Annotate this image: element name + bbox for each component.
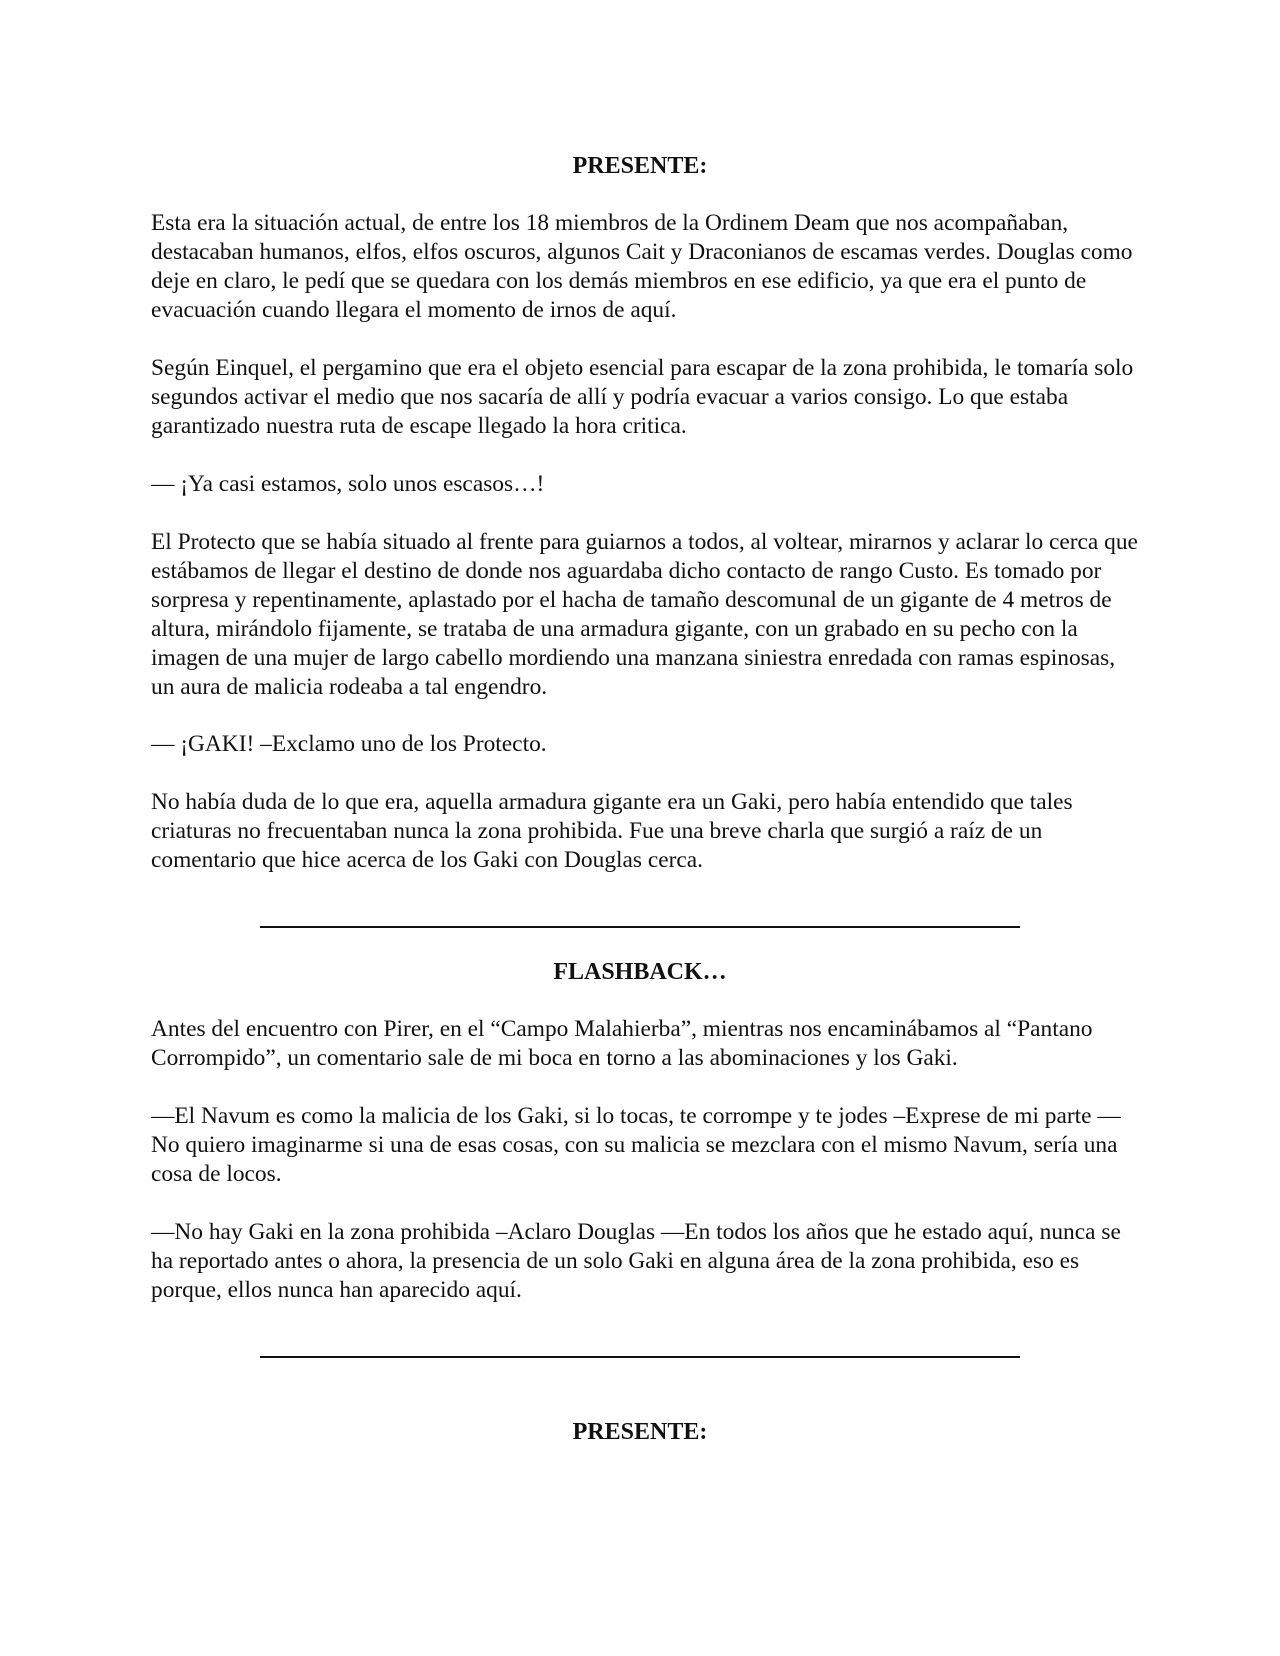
section-heading-flashback — [0, 958, 1280, 987]
section-heading-presente — [0, 1418, 1280, 1447]
section-heading-presente — [0, 152, 1280, 181]
paragraph-dialogue-gaki: — ¡GAKI! –Exclamo uno de los Protecto. — [151, 731, 547, 757]
paragraph-protecto-aplastado: El Protecto que se había situado al frente para guiarnos a todos, al voltear, mirarnos y aclarar lo cerca que estábamos de llegar el destino de donde nos aguardaba dicho contacto de rango Custo. Es tomado por sorpresa y repentinamente, aplastado por el hacha de tamaño descomunal de un gigante de 4 metros de altura, mirándolo fijamente, se trataba de una armadura gigante, con un grabado en su pecho con la imagen de una mujer de largo cabello mordiendo una manzana siniestra enredada con ramas espinosas, un aura de malicia rodeaba a tal engendro. — [151, 529, 1138, 700]
section-heading-suffix: : — [699, 1419, 708, 1445]
section-divider — [260, 926, 1020, 928]
section-heading-label: FLASHBACK — [553, 959, 703, 985]
paragraph-situacion-actual: Esta era la situación actual, de entre los 18 miembros de la Ordinem Deam que nos acompañaban, destacaban humanos, elfos, elfos oscuros, algunos Cait y Draconianos de escamas verdes. Douglas como deje en claro, le pedí que se quedara con los demás miembros en ese edificio, ya que era el punto de evacuación cuando llegara el momento de irnos de aquí. — [151, 210, 1133, 323]
paragraph-dialogue-douglas: —No hay Gaki en la zona prohibida –Aclaro Douglas —En todos los años que he estado aquí, nunca se ha reportado antes o ahora, la presencia de un solo Gaki en alguna área de la zona prohibida, eso es porque, ellos nunca han aparecido aquí. — [151, 1219, 1121, 1303]
paragraph-gaki-duda: No había duda de lo que era, aquella armadura gigante era un Gaki, pero había entendido que tales criaturas no frecuentaban nunca la zona prohibida. Fue una breve charla que surgió a raíz de un comentario que hice acerca de los Gaki con Douglas cerca. — [151, 789, 1073, 873]
paragraph-dialogue-ya-casi: — ¡Ya casi estamos, solo unos escasos…! — [151, 471, 545, 497]
paragraph-pergamino: Según Einquel, el pergamino que era el objeto esencial para escapar de la zona prohibida, le tomaría solo segundos activar el medio que nos sacaría de allí y podría evacuar a varios consigo. Lo que estaba garantizado nuestra ruta de escape llegado la hora critica. — [151, 355, 1134, 439]
section-divider — [260, 1356, 1020, 1358]
section-heading-label: PRESENTE — [572, 1419, 700, 1445]
paragraph-dialogue-navum: —El Navum es como la malicia de los Gaki, si lo tocas, te corrompe y te jodes –Exprese de mi parte —No quiero imaginarme si una de esas cosas, con su malicia se mezclara con el mismo Navum, sería una cosa de locos. — [151, 1103, 1121, 1187]
section-heading-suffix: … — [702, 959, 727, 985]
section-heading-label: PRESENTE — [572, 153, 700, 179]
paragraph-campo-malahierba: Antes del encuentro con Pirer, en el “Campo Malahierba”, mientras nos encaminábamos al “Pantano Corrompido”, un comentario sale de mi boca en torno a las abominaciones y los Gaki. — [151, 1016, 1093, 1071]
section-heading-suffix: : — [699, 153, 708, 179]
